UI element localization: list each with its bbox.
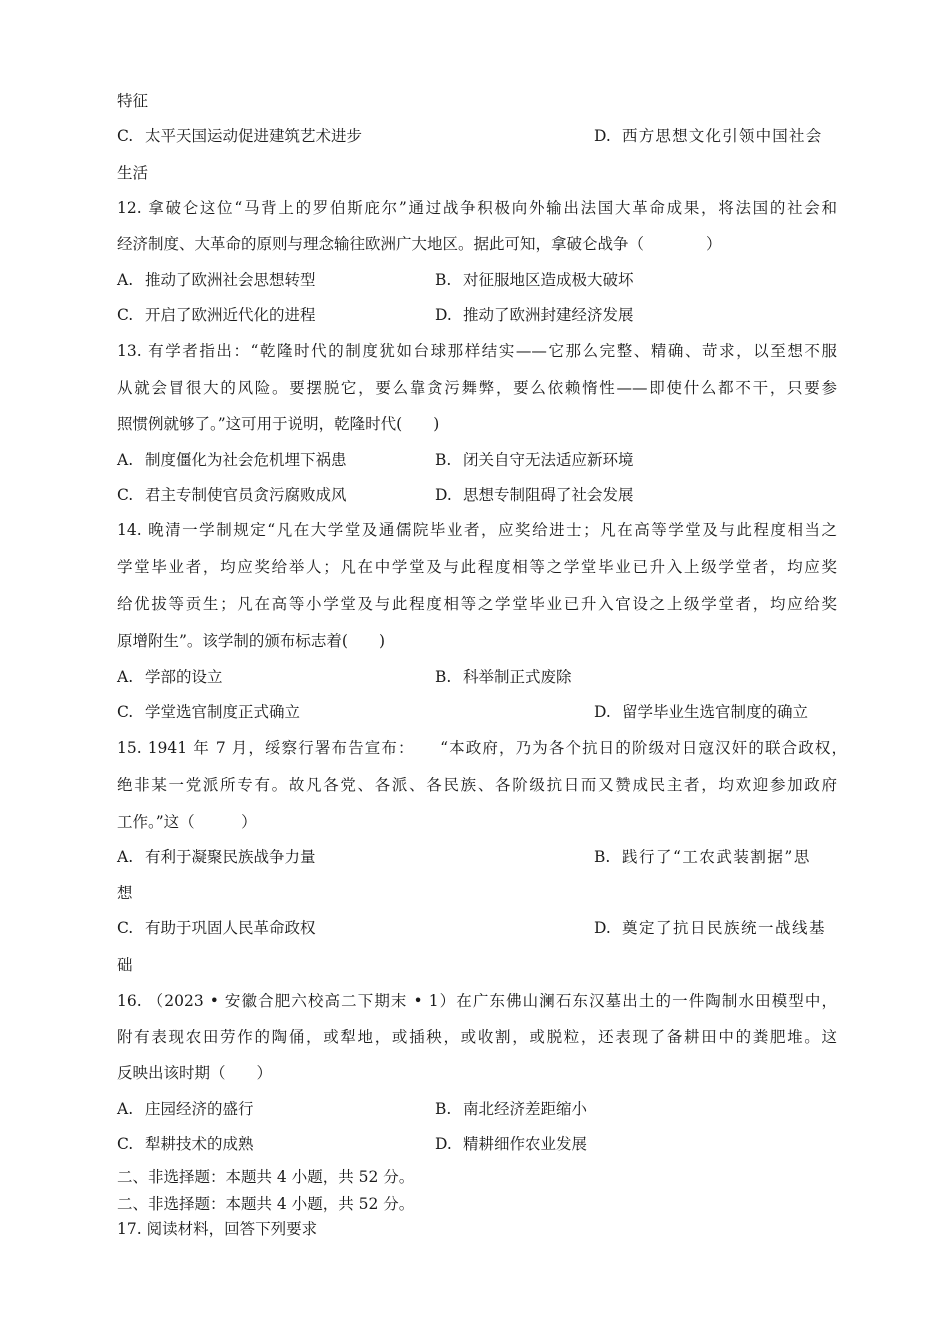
carryover-text: 特征 <box>117 92 149 110</box>
question-15-option-c: C. 有助于巩固人民革命政权 <box>117 919 316 937</box>
question-16-option-a: A. 庄园经济的盛行 <box>117 1100 254 1118</box>
question-16-option-c: C. 犁耕技术的成熟 <box>117 1135 254 1153</box>
question-16-stem-line2: 附有表现农田劳作的陶俑，或犁地，或插秧，或收割，或脱粒，还表现了备耕田中的粪肥堆。这 <box>117 1028 837 1046</box>
question-12-option-c: C. 开启了欧洲近代化的进程 <box>117 306 316 324</box>
question-14-stem-line1: 14. 晚清一学制规定“凡在大学堂及通儒院毕业者，应奖给进士；凡在高等学堂及与此程度相当之 <box>117 521 837 539</box>
question-14-option-b: B. 科举制正式废除 <box>435 668 572 686</box>
question-12-stem-line2: 经济制度、大革命的原则与理念输往欧洲广大地区。据此可知，拿破仑战争（ ） <box>117 235 722 253</box>
question-13-option-b: B. 闭关自守无法适应新环境 <box>435 451 634 469</box>
section-heading: 二、非选择题：本题共 4 小题，共 52 分。 <box>117 1168 415 1186</box>
section-heading-duplicate: 二、非选择题：本题共 4 小题，共 52 分。 <box>117 1195 415 1213</box>
question-15-stem-line3: 工作。”这（ ） <box>117 813 257 831</box>
question-15-stem-line2: 绝非某一党派所专有。故凡各党、各派、各民族、各阶级抗日而又赞成民主者，均欢迎参加政府 <box>117 776 837 794</box>
question-13-stem-line3: 照惯例就够了。”这可用于说明，乾隆时代( ) <box>117 415 440 433</box>
question-15-option-b: B. 践行了“工农武装割据”思 <box>594 848 811 866</box>
question-16-stem-line3: 反映出该时期（ ） <box>117 1064 273 1082</box>
question-16-option-b: B. 南北经济差距缩小 <box>435 1100 588 1118</box>
question-14-option-c: C. 学堂选官制度正式确立 <box>117 703 301 721</box>
question-14-option-a: A. 学部的设立 <box>117 668 223 686</box>
question-13-stem-line1: 13. 有学者指出：“乾隆时代的制度犹如台球那样结实——它那么完整、精确、苛求，以至想不服 <box>117 342 837 360</box>
question-12-option-a: A. 推动了欧洲社会思想转型 <box>117 271 316 289</box>
question-16-stem-line1: 16. （2023 • 安徽合肥六校高二下期末 • 1）在广东佛山澜石东汉墓出土的一件陶制水田模型中， <box>117 992 837 1010</box>
question-13-option-a: A. 制度僵化为社会危机埋下祸患 <box>117 451 347 469</box>
question-14-stem-line3: 给优拔等贡生；凡在高等小学堂及与此程度相等之学堂毕业已升入官设之上级学堂者，均应给奖 <box>117 595 837 613</box>
question-17-stem: 17. 阅读材料，回答下列要求 <box>117 1220 318 1238</box>
question-15-stem-line1: 15. 1941 年 7 月，绥察行署布告宣布： “本政府，乃为各个抗日的阶级对日寇汉奸的联合政权， <box>117 739 847 757</box>
question-15-option-b-continuation: 想 <box>117 884 133 902</box>
question-15-option-d: D. 奠定了抗日民族统一战线基 <box>594 919 827 937</box>
question-12-option-d: D. 推动了欧洲封建经济发展 <box>435 306 634 324</box>
option-d-continuation: 生活 <box>117 164 149 182</box>
question-13-stem-line2: 从就会冒很大的风险。要摆脱它，要么靠贪污舞弊，要么依赖惰性——即使什么都不干，只要参 <box>117 379 837 397</box>
option-c: C. 太平天国运动促进建筑艺术进步 <box>117 127 363 145</box>
question-13-option-c: C. 君主专制使官员贪污腐败成风 <box>117 486 347 504</box>
question-12-stem-line1: 12. 拿破仑这位“马背上的罗伯斯庇尔”通过战争积极向外输出法国大革命成果，将法国的社会和 <box>117 199 837 217</box>
question-15-option-a: A. 有利于凝聚民族战争力量 <box>117 848 316 866</box>
question-14-option-d: D. 留学毕业生选官制度的确立 <box>594 703 809 721</box>
question-14-stem-line4: 原增附生”。该学制的颁布标志着( ) <box>117 632 386 650</box>
question-13-option-d: D. 思想专制阻碍了社会发展 <box>435 486 634 504</box>
question-16-option-d: D. 精耕细作农业发展 <box>435 1135 588 1153</box>
question-14-stem-line2: 学堂毕业者，均应奖给举人；凡在中学堂及与此程度相等之学堂毕业已升入上级学堂者，均应奖 <box>117 558 837 576</box>
question-15-option-d-continuation: 础 <box>117 956 133 974</box>
question-12-option-b: B. 对征服地区造成极大破坏 <box>435 271 634 289</box>
option-d: D. 西方思想文化引领中国社会 <box>594 127 823 145</box>
